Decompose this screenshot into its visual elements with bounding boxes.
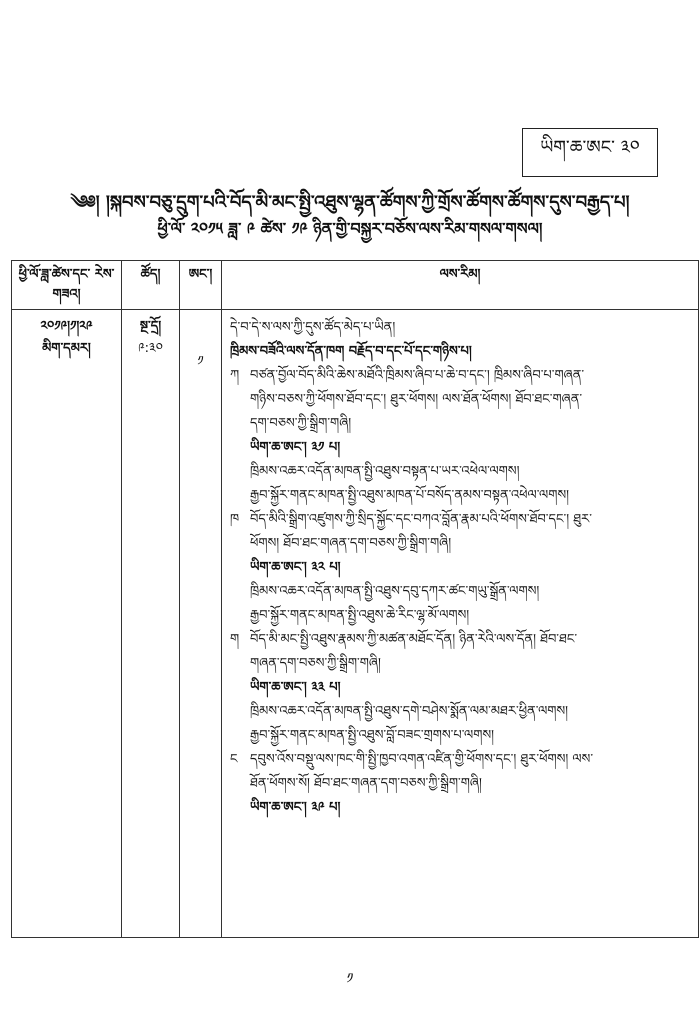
table-header-row [12, 261, 699, 310]
document-reference-box [522, 128, 658, 177]
item-text-continued: ཐོན་ཕོགས་སོ། ཐོབ་ཐང་གཞན་དག་བཅས་ཀྱི་སྒྲིག་གཞི། [250, 776, 482, 791]
table-row [12, 310, 699, 938]
item-text: དབུས་འོས་བསྡུ་ལས་ཁང་གི་སྤྱི་ཁྱབ་འགན་འཛིན་གྱི་ཕོགས་དང་། ཐུར་ཕོགས། ལས་ [250, 752, 594, 767]
seconder-note: རྒྱབ་སྐྱོར་གནང་མཁན་སྤྱི་འཐུས་བློ་བཟང་གྲགས་པ་ལགས། [250, 728, 495, 743]
item-label: ང [230, 752, 238, 767]
document-reference: ཡིག་ཆ་ཨང་། ༣༩ པ། [250, 800, 341, 815]
proposer-note: ཁྲིམས་འཆར་འདོན་མཁན་སྤྱི་འཐུས་དབུ་དཀར་ཚང་གཡུ་སྒྲོན་ལགས། [250, 584, 540, 599]
proposer-note: ཁྲིམས་འཆར་འདོན་མཁན་སྤྱི་འཐུས་དགེ་བཤེས་སྨོན་ལམ་མཐར་ཕྱིན་ལགས། [250, 704, 569, 719]
item-text: བོད་མིའི་སྒྲིག་འཛུགས་ཀྱི་སྲིད་སྐྱོང་དང་བཀའ་བློན་རྣམ་པའི་ཕོགས་ཐོབ་དང་། ཐུར་ [250, 512, 592, 527]
date-value: ༢༠༡༩།༡།༢༩ [40, 319, 93, 334]
title-line-2: ཕྱི་ལོ་ ༢༠༡༥ ཟླ་ ༩ ཚེས་ ༡༩ ཉིན་གྱི་བསྐྱར་བཅོས་ལས་རིམ་གསལ་གསལ། [157, 219, 543, 238]
item-number: ༡ [197, 354, 204, 369]
header-number: ཨང་། [180, 261, 222, 310]
item-label: ཀ [230, 368, 240, 383]
item-text: བོད་མི་མང་སྤྱི་འཐུས་རྣམས་ཀྱི་མཚན་མཐོང་དོན། ཉིན་རེའི་ལས་དོན། ཐོབ་ཐང་ [250, 632, 578, 647]
schedule-table [11, 260, 699, 938]
proposer-note: ཁྲིམས་འཆར་འདོན་མཁན་སྤྱི་འཐུས་བསྟན་པ་ཡར་འཕེལ་ལགས། [250, 464, 520, 479]
document-reference: ཡིག་ཆ་ཨང་། ༣༡ པ། [250, 440, 341, 455]
weekday-value: མིག་དམར། [42, 341, 91, 356]
item-text: བཙན་བྱོལ་བོད་མིའི་ཆེས་མཐོའི་ཁྲིམས་ཞིབ་པ་ཆེ་བ་དང་། ཁྲིམས་ཞིབ་པ་གཞན་ [250, 368, 585, 383]
number-cell [180, 310, 222, 938]
item-text-continued: གཉིས་བཅས་ཀྱི་ཕོགས་ཐོབ་དང་། ཐུར་ཕོགས། ལས་ཐོན་ཕོགས། ཐོབ་ཐང་གཞན་ [250, 392, 583, 407]
agenda-item-nga [230, 748, 692, 820]
item-text-continued: ཕོགས། ཐོབ་ཐང་གཞན་དག་བཅས་ཀྱི་སྒྲིག་གཞི། [250, 536, 452, 551]
item-text-continued: གཞན་དག་བཅས་ཀྱི་སྒྲིག་གཞི། [250, 656, 381, 671]
agenda-item-ka [230, 364, 692, 508]
time-cell [122, 310, 180, 938]
title-line-1: ༄༅། །སྐབས་བཅུ་དྲུག་པའི་བོད་མི་མང་སྤྱི་འཐུས་ལྷན་ཚོགས་ཀྱི་གྲོས་ཚོགས་ཚོགས་དུས་བརྒྱད་པ། [70, 192, 630, 213]
item-label: ག [230, 632, 240, 647]
date-cell [12, 310, 122, 938]
seconder-note: རྒྱབ་སྐྱོར་གནང་མཁན་སྤྱི་འཐུས་མཁན་པོ་བསོད་ནམས་བསྟན་འཕེལ་ལགས། [250, 488, 570, 503]
section-heading: ཁྲིམས་བཟོའི་ལས་དོན་ཁག བརྗོད་བ་དང་པོ་དང་གཉིས་པ། [230, 344, 472, 359]
header-time: ཚོད། [122, 261, 180, 310]
header-date: ཕྱི་ལོ་ཟླ་ཚེས་དང་ རེས་གཟའ། [12, 261, 122, 310]
document-reference: ཡིག་ཆ་ཨང་། ༣༣ པ། [250, 680, 341, 695]
seconder-note: རྒྱབ་སྐྱོར་གནང་མཁན་སྤྱི་འཐུས་ཆེ་རིང་ལྷ་མོ་ལགས། [250, 608, 470, 623]
document-reference-label: ཡིག་ཆ་ཨང་ ༣༠ [540, 136, 640, 158]
intro-line: དེ་བ་དེ་ས་ལས་ཀྱི་དུས་ཚོད་མེད་པ་ཡིན། [230, 320, 396, 335]
document-reference: ཡིག་ཆ་ཨང་། ༣༢ པ། [250, 560, 341, 575]
session-label: སྔ་དྲོ། [139, 319, 162, 334]
page-number: ༡ [346, 971, 354, 987]
item-label: ཁ [230, 512, 240, 527]
agenda-item-kha [230, 508, 692, 628]
item-text-continued: དག་བཅས་ཀྱི་སྒྲིག་གཞི། [250, 416, 352, 431]
document-title [20, 190, 680, 242]
agenda-item-ga [230, 628, 692, 748]
agenda-cell [222, 310, 699, 938]
time-value: ༩:༣༠ [138, 341, 163, 356]
header-agenda: ལས་རིམ། [222, 261, 699, 310]
